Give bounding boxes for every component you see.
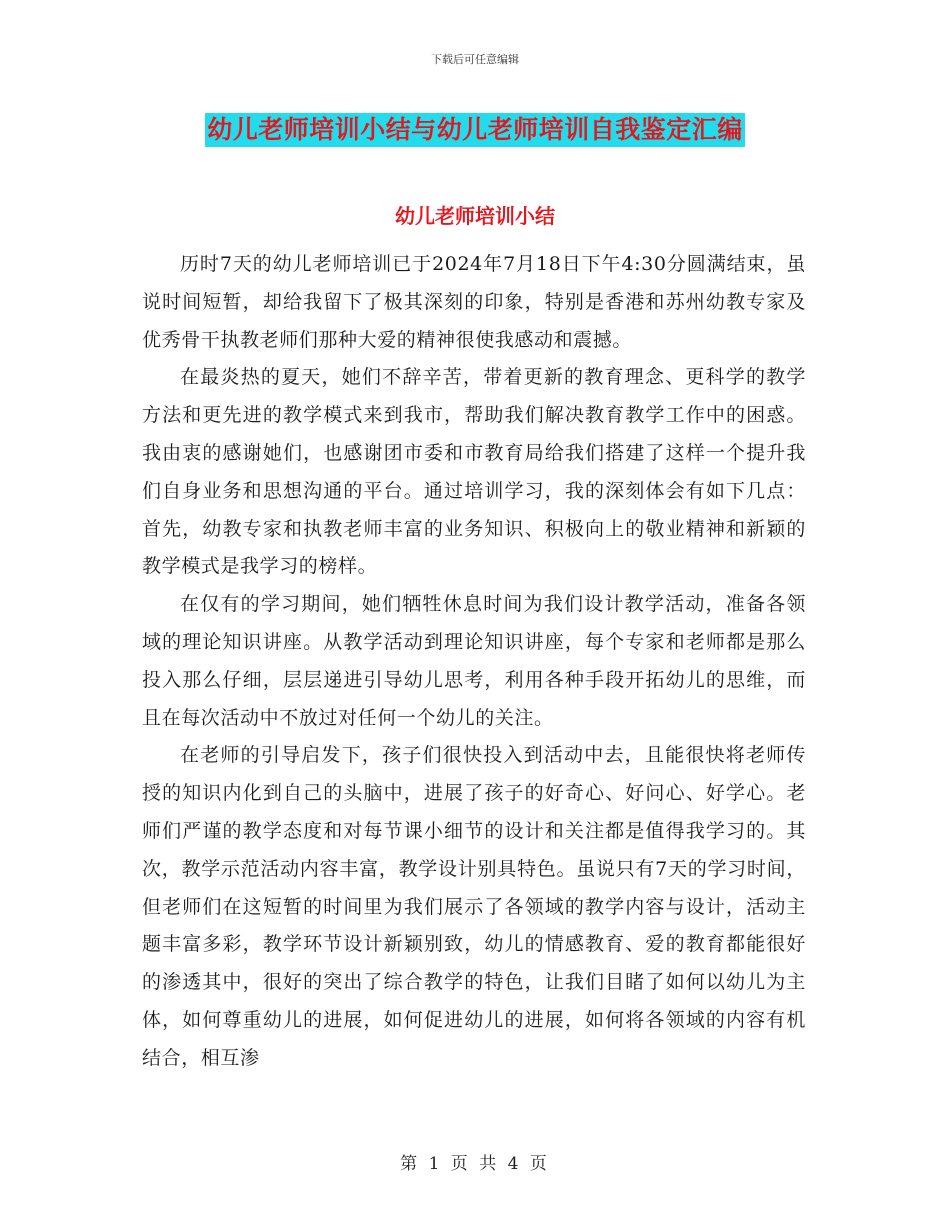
document-title-wrap bbox=[0, 113, 950, 147]
page-header-note: 下载后可任意编辑 bbox=[431, 53, 519, 66]
body-paragraph-3: 在仅有的学习期间，她们牺牲休息时间为我们设计教学活动，准备各领域的理论知识讲座。从教学活动到理论知识讲座，每个专家和老师都是那么投入那么仔细，层层递进引导幼儿思考，利用各种手段开拓幼儿的思维，而且在每次活动中不放过对任何一个幼儿的关注。 bbox=[142, 593, 806, 729]
document-title: 幼儿老师培训小结与幼儿老师培训自我鉴定汇编 bbox=[205, 113, 745, 147]
section-title: 幼儿老师培训小结 bbox=[395, 204, 555, 228]
body-paragraph-2: 在最炎热的夏天，她们不辞辛苦，带着更新的教育理念、更科学的教学方法和更先进的教学模式来到我市，帮助我们解决教育教学工作中的困惑。我由衷的感谢她们，也感谢团市委和市教育局给我们搭建了这样一个提升我们自身业务和思想沟通的平台。通过培训学习，我的深刻体会有如下几点：首先，幼教专家和执教老师丰富的业务知识、积极向上的敬业精神和新颖的教学模式是我学习的榜样。 bbox=[142, 366, 806, 578]
body-paragraph-1: 历时7天的幼儿老师培训已于2024年7月18日下午4:30分圆满结束，虽说时间短暂，却给我留下了极其深刻的印象，特别是香港和苏州幼教专家及优秀骨干执教老师们那种大爱的精神很使我感动和震撼。 bbox=[142, 253, 806, 351]
document-body bbox=[142, 246, 806, 1078]
page-number-footer: 第 1 页 共 4 页 bbox=[400, 1154, 550, 1174]
body-paragraph-4: 在老师的引导启发下，孩子们很快投入到活动中去，且能很快将老师传授的知识内化到自己的头脑中，进展了孩子的好奇心、好问心、好学心。老师们严谨的教学态度和对每节课小细节的设计和关注都是值得我学习的。其次，教学示范活动内容丰富，教学设计别具特色。虽说只有7天的学习时间，但老师们在这短暂的时间里为我们展示了各领域的教学内容与设计，活动主题丰富多彩，教学环节设计新颖别致，幼儿的情感教育、爱的教育都能很好的渗透其中，很好的突出了综合教学的特色，让我们目睹了如何以幼儿为主体，如何尊重幼儿的进展，如何促进幼儿的进展，如何将各领域的内容有机结合，相互渗 bbox=[142, 744, 806, 1069]
